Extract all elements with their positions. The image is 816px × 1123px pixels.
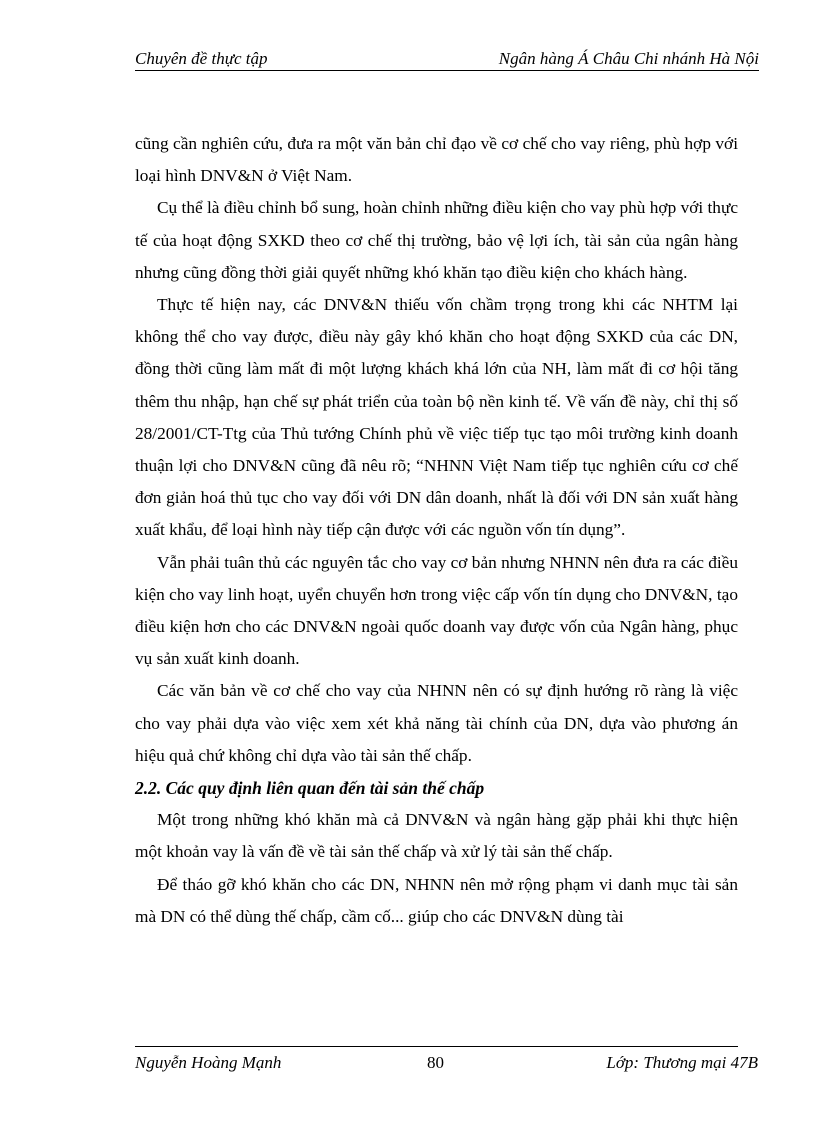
footer-author: Nguyễn Hoàng Mạnh	[135, 1053, 282, 1072]
page-number: 80	[427, 1053, 444, 1072]
page-header	[135, 46, 759, 71]
footer-divider	[135, 1046, 738, 1047]
header-bank-name: Ngân hàng Á Châu Chi nhánh Hà Nội	[498, 49, 759, 68]
paragraph: Vẫn phải tuân thủ các nguyên tắc cho vay cơ bản nhưng NHNN nên đưa ra các điều kiện cho vay linh hoạt, uyển chuyển hơn trong việc cấp vốn tín dụng cho DNV&N, tạo điều kiện hơn cho các DNV&N ngoài quốc doanh vay được vốn của Ngân hàng, phục vụ sản xuất kinh doanh.	[135, 552, 738, 669]
section-heading: 2.2. Các quy định liên quan đến tài sản thế chấp	[135, 778, 485, 799]
paragraph: Một trong những khó khăn mà cả DNV&N và ngân hàng gặp phải khi thực hiện một khoản vay là vấn đề về tài sản thế chấp và xử lý tài sản thế chấp.	[135, 810, 738, 862]
paragraph: Để tháo gỡ khó khăn cho các DN, NHNN nên mở rộng phạm vi danh mục tài sản mà DN có thể dùng thế chấp, cầm cố... giúp cho các DNV&N dùng tài	[135, 874, 738, 926]
paragraph: Các văn bản về cơ chế cho vay của NHNN nên có sự định hướng rõ ràng là việc cho vay phải dựa vào việc xem xét khả năng tài chính của DN, dựa vào phương án hiệu quả chứ không chỉ dựa vào tài sản thế chấp.	[135, 681, 738, 765]
footer-class: Lớp: Thương mại 47B	[606, 1053, 758, 1072]
paragraph: Thực tế hiện nay, các DNV&N thiếu vốn chầm trọng trong khi các NHTM lại không thể cho vay được, điều này gây khó khăn cho hoạt động SXKD của các DN, đồng thời cũng làm mất đi một lượng khách khá lớn của NH, làm mất đi cơ hội tăng thêm thu nhập, hạn chế sự phát triển của toàn bộ nền kinh tế. Về vấn đề này, chỉ thị số 28/2001/CT-Ttg của Thủ tướng Chính phủ về việc tiếp tục tạo môi trường kinh doanh thuận lợi cho DNV&N cũng đã nêu rõ; “NHNN Việt Nam tiếp tục nghiên cứu cơ chế đơn giản hoá thủ tục cho vay đối với DN dân doanh, nhất là đối với DN sản xuất hàng xuất khẩu, để loại hình này tiếp cận được với các nguồn vốn tín dụng”.	[135, 295, 738, 540]
body-text	[135, 128, 738, 933]
paragraph: Cụ thể là điều chỉnh bổ sung, hoàn chỉnh những điều kiện cho vay phù hợp với thực tế của hoạt động SXKD theo cơ chế thị trường, bảo vệ lợi ích, tài sản của ngân hàng nhưng cũng đồng thời giải quyết những khó khăn tạo điều kiện cho khách hàng.	[135, 198, 738, 282]
paragraph: cũng cần nghiên cứu, đưa ra một văn bản chỉ đạo về cơ chế cho vay riêng, phù hợp với loại hình DNV&N ở Việt Nam.	[135, 134, 738, 186]
page-footer	[135, 1053, 758, 1077]
header-document-title: Chuyên đề thực tập	[135, 49, 268, 68]
